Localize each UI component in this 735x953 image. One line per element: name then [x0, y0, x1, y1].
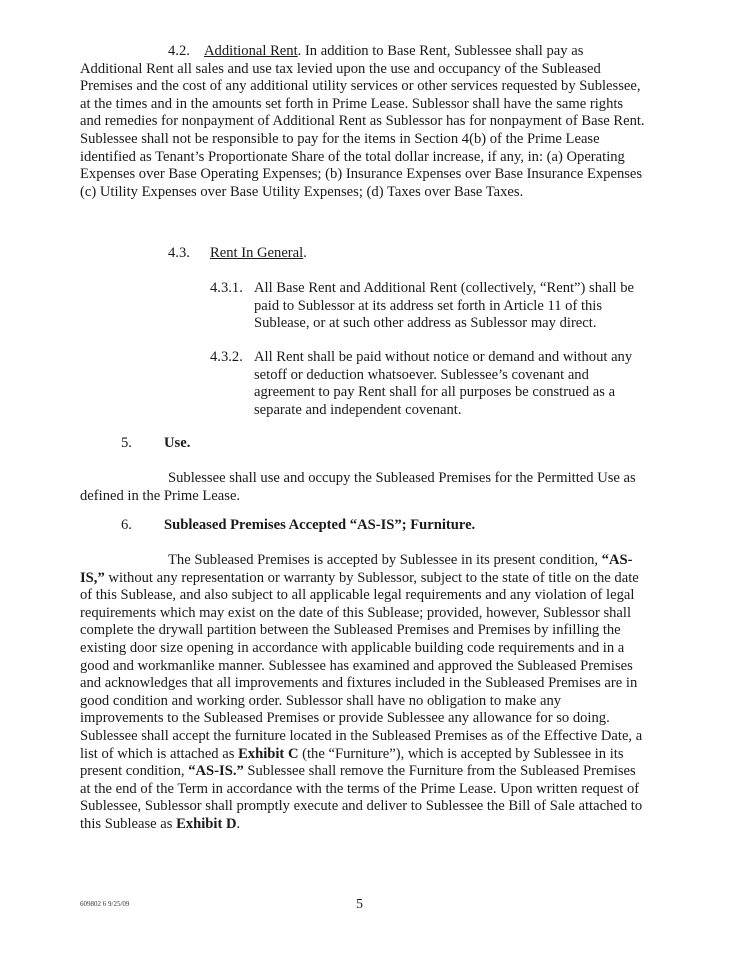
text-line: agreement to pay Rent shall for all purposes be construed as a	[254, 384, 616, 401]
text-span: The Subleased Premises is accepted by Sublessee in its present condition,	[168, 552, 602, 568]
text-line: of this Sublease, and also subject to all applicable legal requirements and any violation of legal	[80, 587, 635, 604]
text-span: without any representation or warranty by Sublessor, subject to the state of title on the date	[104, 569, 639, 586]
text-span: Sublessee shall use and occupy the Subleased Premises for the Permitted Use as	[168, 470, 636, 486]
text-line: complete the drywall partition between the Subleased Premises and Premises by infilling the	[80, 622, 621, 639]
text-span: present condition,	[80, 763, 189, 780]
section-4-2-number: 4.2.	[168, 43, 190, 59]
text-line: and acknowledges that all improvements and fixtures included in the Subleased Premises are in	[80, 675, 638, 692]
text-line: defined in the Prime Lease.	[80, 487, 241, 504]
text-line: Sublessee shall not be responsible to pay for the items in Section 4(b) of the Prime Lease	[80, 130, 600, 147]
section-5-heading	[121, 435, 190, 453]
bold-text: IS,”	[80, 569, 105, 586]
subsection-text	[254, 280, 634, 333]
section-4-2-first-line	[80, 43, 655, 61]
section-5-title: Use.	[164, 435, 191, 451]
section-6-heading	[121, 517, 475, 535]
text-line: All Rent shall be paid without notice or demand and without any	[254, 349, 633, 365]
text-line: and remedies for nonpayment of Additional Rent as Sublessor has for nonpayment of Base Rent.	[80, 113, 645, 130]
text-span: .	[236, 815, 241, 832]
text-line	[80, 816, 655, 834]
exhibit-c-reference: Exhibit C	[238, 745, 299, 762]
section-4-3-heading	[168, 245, 307, 263]
text-span: list of which is attached as	[80, 745, 239, 762]
section-6-number: 6.	[121, 517, 132, 533]
exhibit-d-reference: Exhibit D	[176, 815, 237, 832]
section-6-body	[80, 552, 655, 834]
text-line: (c) Utility Expenses over Base Utility Expenses; (d) Taxes over Base Taxes.	[80, 183, 524, 200]
bold-text: “AS-IS.”	[188, 763, 244, 780]
section-4-2	[80, 43, 655, 201]
text-line: separate and independent covenant.	[254, 401, 462, 418]
text-line: paid to Sublessor at its address set forth in Article 11 of this	[254, 297, 603, 314]
text-span: Sublessee shall remove the Furniture from the Subleased Premises	[243, 763, 636, 780]
page-number: 5	[356, 897, 363, 912]
text-line: existing door size opening in accordance with applicable building code requirements and in a	[80, 639, 625, 656]
section-4-2-title: Additional Rent	[204, 43, 298, 59]
text-line: Additional Rent all sales and use tax levied upon the use and occupancy of the Subleased	[80, 60, 601, 77]
text-span: this Sublease as	[80, 815, 177, 832]
text-line: at the end of the Term in accordance with the terms of the Prime Lease. Upon written request of	[80, 780, 640, 797]
section-4-3-title-suffix: .	[303, 245, 307, 261]
bold-text: “AS-	[601, 552, 633, 568]
section-5-body	[80, 470, 655, 505]
section-5-number: 5.	[121, 435, 132, 451]
subsection-number: 4.3.2.	[210, 349, 243, 365]
footer-document-id: 609802 6 9/25/09	[80, 900, 130, 908]
subsection-text	[254, 349, 632, 419]
text-line	[80, 552, 655, 570]
text-line	[80, 746, 655, 764]
section-4-3-number: 4.3.	[168, 245, 190, 261]
text-line: Premises and the cost of any additional utility services or other services requested by Sublessee,	[80, 78, 641, 95]
text-line: All Base Rent and Additional Rent (collectively, “Rent”) shall be	[254, 280, 635, 296]
text-span: (the “Furniture”), which is accepted by Sublessee in its	[298, 745, 624, 762]
text-line: Sublessee, Sublessor shall promptly execute and deliver to Sublessee the Bill of Sale attached to	[80, 798, 643, 815]
text-line	[80, 470, 655, 488]
text-line: requirements which may exist on the date of this Sublease; provided, however, Sublessor shall	[80, 604, 632, 621]
text-line: at the times and in the amounts set forth in Prime Lease. Sublessor shall have the same rights	[80, 95, 624, 112]
section-6-title: Subleased Premises Accepted “AS-IS”; Furniture.	[164, 517, 476, 533]
text-line: Expenses over Base Operating Expenses; (b) Insurance Expenses over Base Insurance Expenses	[80, 166, 643, 183]
text-line: good and workmanlike manner. Sublessee has examined and approved the Subleased Premises	[80, 657, 633, 674]
text-line: Sublessee shall accept the furniture located in the Subleased Premises as of the Effective Date, a	[80, 727, 643, 744]
text-line: improvements to the Subleased Premises or provide Sublessee any allowance for so doing.	[80, 710, 610, 727]
text-line	[80, 763, 655, 781]
text-line: Sublease, or at such other address as Sublessor may direct.	[254, 315, 597, 332]
text-line: setoff or deduction whatsoever. Sublessee’s covenant and	[254, 366, 589, 383]
section-4-2-text: . In addition to Base Rent, Sublessee shall pay as	[297, 43, 584, 59]
text-line: identified as Tenant’s Proportionate Share of the total dollar increase, if any, in: (a) Operating	[80, 148, 625, 165]
subsection-number: 4.3.1.	[210, 280, 243, 296]
text-line: good condition and working order. Sublessor shall have no obligation to make any	[80, 692, 562, 709]
section-4-3-title: Rent In General	[210, 245, 304, 261]
text-line	[80, 570, 655, 588]
